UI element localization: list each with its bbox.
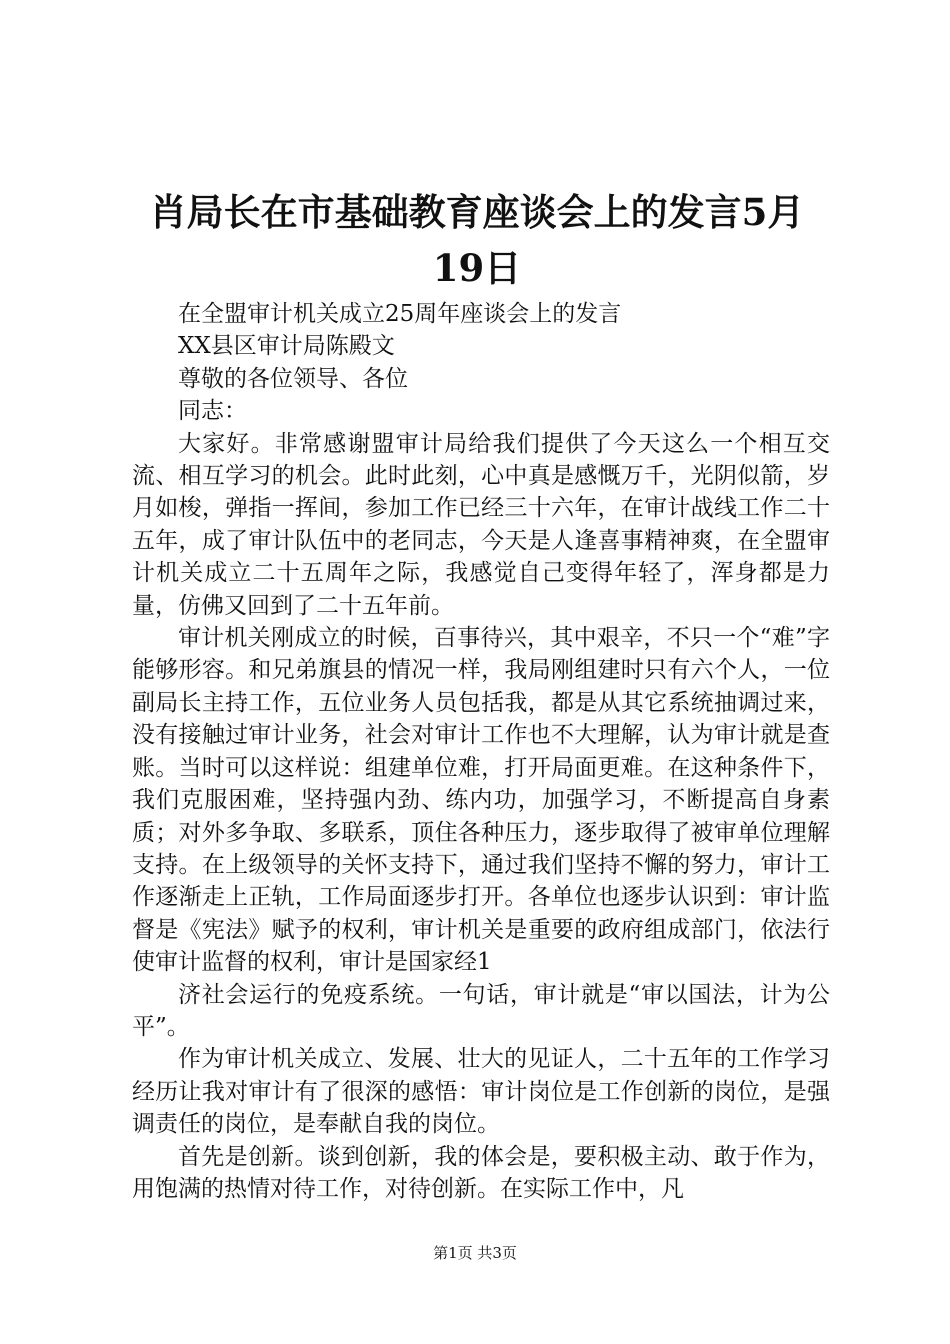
salutation-line-cont: 同志：	[178, 398, 247, 425]
document-title: 肖局长在市基础教育座谈会上的发言5月19日	[149, 190, 805, 290]
paragraph: 审计机关刚成立的时候，百事待兴，其中艰辛，不只一个“难”字能够形容。和兄弟旗县的情况一样，我局刚组建时只有六个人，一位副局长主持工作，五位业务人员包括我，都是从其它系统抽调过来，没有接触过审计业务，社会对审计工作也不大理解，认为审计就是查账。当时可以这样说：组建单位难，打开局面更难。在这种条件下，我们克服困难，坚持强内劲、练内功，加强学习，不断提高自身素质；对外多争取、多联系，顶住各种压力，逐步取得了被审单位理解支持。在上级领导的关怀支持下，通过我们坚持不懈的努力，审计工作逐渐走上正轨，工作局面逐步打开。各单位也逐步认识到：审计监督是《宪法》赋予的权利，审计机关是重要的政府组成部门，依法行使审计监督的权利，审计是国家经1	[132, 625, 830, 976]
subtitle-line: 在全盟审计机关成立25周年座谈会上的发言	[178, 301, 622, 327]
paragraph: 大家好。非常感谢盟审计局给我们提供了今天这么一个相互交流、相互学习的机会。此时此刻，心中真是感慨万千，光阴似箭，岁月如梭，弹指一挥间，参加工作已经三十六年，在审计战线工作二十五年，成了审计队伍中的老同志，今天是人逢喜事精神爽，在全盟审计机关成立二十五周年之际，我感觉自己变得年轻了，浑身都是力量，仿佛又回到了二十五年前。	[132, 430, 830, 619]
paragraph: 作为审计机关成立、发展、壮大的见证人，二十五年的工作学习经历让我对审计有了很深的感悟：审计岗位是工作创新的岗位，是强调责任的岗位，是奉献自我的岗位。	[132, 1046, 830, 1138]
paragraph: 首先是创新。谈到创新，我的体会是，要积极主动、敢于作为，用饱满的热情对待工作，对待创新。在实际工作中，凡	[132, 1143, 830, 1202]
author-line: XX县区审计局陈殿文	[178, 333, 395, 360]
page-footer: 第1页 共3页	[433, 1244, 517, 1262]
document-body	[132, 298, 830, 1205]
paragraph: 济社会运行的免疫系统。一句话，审计就是“审以国法，计为公平”。	[132, 981, 830, 1040]
salutation-line: 尊敬的各位领导、各位	[178, 365, 408, 392]
